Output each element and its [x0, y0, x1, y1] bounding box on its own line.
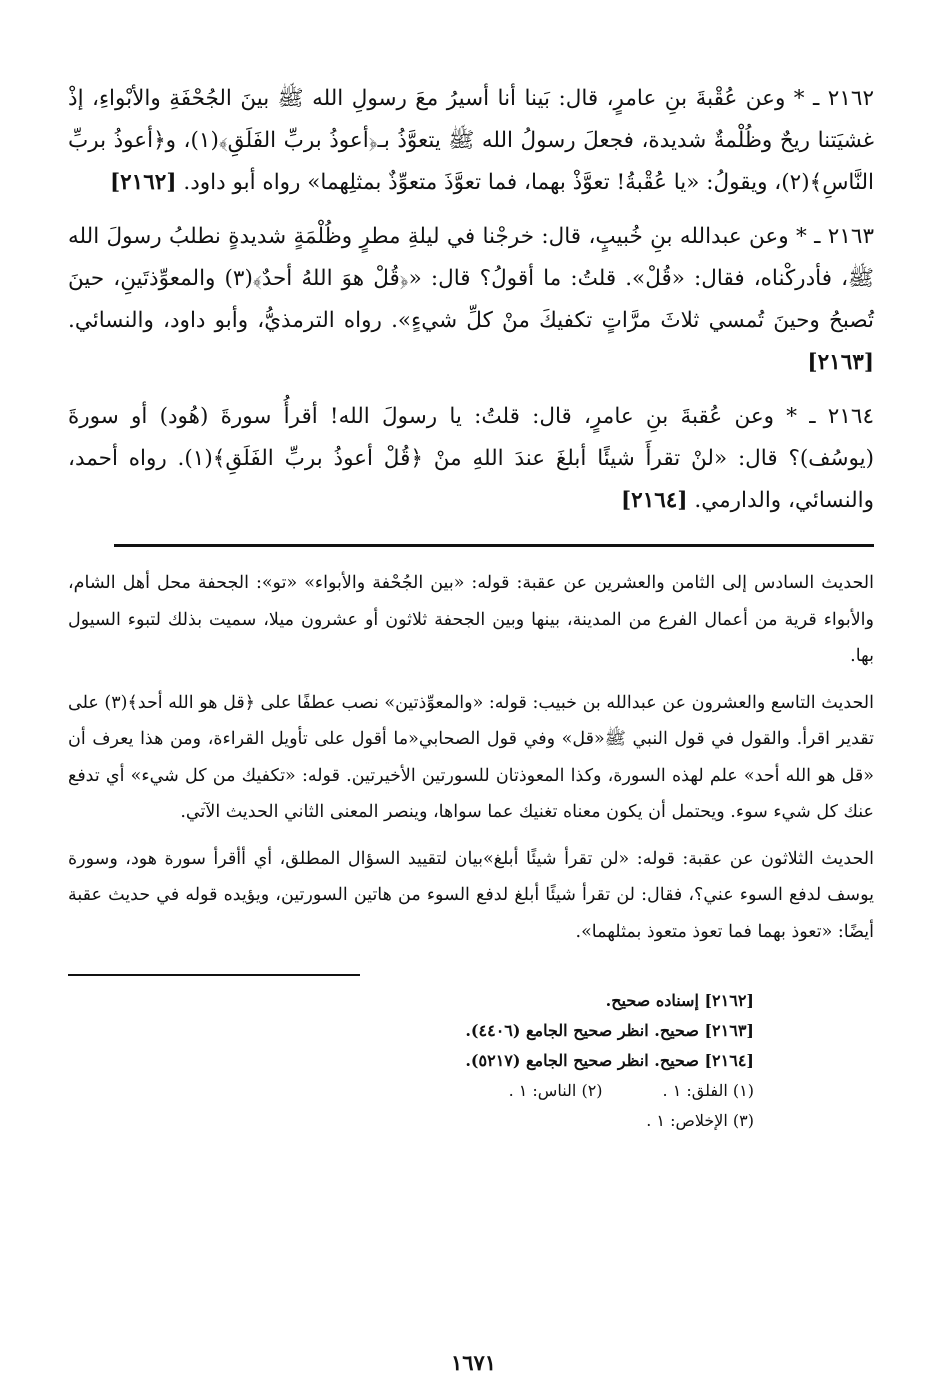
footnote-grade: [٢١٦٣] صحيح. انظر صحيح الجامع (٤٤٠٦).: [465, 1021, 754, 1040]
hadith-ref: [٢١٦٢]: [109, 170, 177, 195]
hadith-text: ٢١٦٤ ـ * وعن عُقبةَ بنِ عامرٍ، قال: قلتُ: يا رسولَ الله! أقرأُ سورةَ (هُود) أو سورةَ (يوسُف)؟ قال: «لنْ تقرأَ شيئًا أبلغَ عندَ اللهِ منْ ﴿قُلْ أعوذُ بربِّ الفَلَقِ﴾(١). رواه أحمد، والنسائي، والدارمي.: [68, 404, 874, 513]
footnote-grade: [٢١٦٤] صحيح. انظر صحيح الجامع (٥٢١٧).: [465, 1051, 754, 1070]
footnote-divider: [68, 974, 360, 976]
hadith-text: ٢١٦٣ ـ * وعن عبدالله بنِ خُبيبٍ، قال: خرجْنا في ليلةِ مطرٍ وظُلْمَةٍ شديدةٍ نطلبُ رسولَ الله ﷺ، فأدركْناه، فقال: «قُلْ». قلتُ: ما أقولُ؟ قال: «﴿قُلْ هوَ اللهُ أحدٌ﴾(٣) والمعوِّذتَينِ، حينَ تُصبحُ وحينَ تُمسي ثلاثَ مرَّاتٍ تكفيكَ منْ كلِّ شيءٍ». رواه الترمذيُّ، وأبو داود، والنسائي.: [68, 224, 874, 333]
footnote-grade: [٢١٦٢] إسناده صحيح.: [605, 991, 754, 1010]
footnote-note: (١) الفلق: ١ .: [662, 1081, 754, 1100]
page-number: ١٦٧١: [450, 1350, 497, 1375]
commentary-divider: [114, 544, 874, 547]
hadith-2164: [68, 396, 874, 522]
commentary-paragraph: الحديث السادس إلى الثامن والعشرين عن عقبة: قوله: «بين الجُحْفة والأبواء» «تو»: الجحفة محل أهل الشام، والأبواء قرية من أعمال الفرع من المدينة، بينها وبين الجحفة ثلاثون أو عشرون ميلا، سميت بذلك لتبوء السيول بها.: [68, 573, 874, 666]
footnote-note: (٣) الإخلاص: ١ .: [646, 1111, 754, 1130]
hadith-ref: [٢١٦٣]: [807, 350, 874, 375]
hadith-2163: [68, 216, 874, 384]
commentary-paragraph: الحديث الثلاثون عن عقبة: قوله: «لن تقرأ شيئًا أبلغ»بيان لتقييد السؤال المطلق، أي أأقرأ سورة هود، وسورة يوسف لدفع السوء عني؟، فقال: لن تقرأ شيئًا أبلغ لدفع السوء من هاتين السورتين، ويؤيده قوله في حديث عقبة أيضًا: «تعوذ بهما فما تعوذ متعوذ بمثلهما».: [68, 848, 874, 942]
footnote-notes-row: [68, 1076, 754, 1106]
hadith-2162: [68, 78, 874, 204]
commentary-paragraph: الحديث التاسع والعشرون عن عبدالله بن خبيب: قوله: «والمعوِّذتين» نصب عطفًا على ﴿قل هو الله أحد﴾(٣) على تقدير اقرأ. والقول في قول النبي ﷺ«قل» وفي قول الصحابي«ما أقول على تأويل القراءة، ومن هذا يعرف أن «قل هو الله أحد» علم لهذه السورة، وكذا المعوذتان للسورتين الأخيرتين. قوله: «تكفيك من كل شيء» أي تدفع عنك كل شيء سوء. ويحتمل أن يكون معناه تغنيك عما سواها، وينصر المعنى الثاني الحديث الآتي.: [68, 692, 874, 822]
footnotes: [68, 986, 754, 1136]
page-body: [68, 78, 874, 1136]
footnote-note: (٢) الناس: ١ .: [508, 1081, 603, 1100]
hadith-text: ٢١٦٢ ـ * وعن عُقْبةَ بنِ عامرٍ، قال: بَينا أنا أسيرُ معَ رسولِ الله ﷺ بينَ الجُحْفَةِ والأبْواءِ، إذْ غشيَتنا ريحٌ وظُلْمةٌ شديدة، فجعلَ رسولُ الله ﷺ يتعوَّذُ بـ﴿أعوذُ بربِّ الفَلَقِ﴾(١)، و﴿أعوذُ بربِّ النَّاسِ﴾(٢)، ويقولُ: «يا عُقْبةُ! تعوَّذْ بهما، فما تعوَّذَ متعوِّذٌ بمثلِهما» رواه أبو داود.: [68, 86, 875, 195]
hadith-ref: [٢١٦٤]: [620, 488, 688, 513]
